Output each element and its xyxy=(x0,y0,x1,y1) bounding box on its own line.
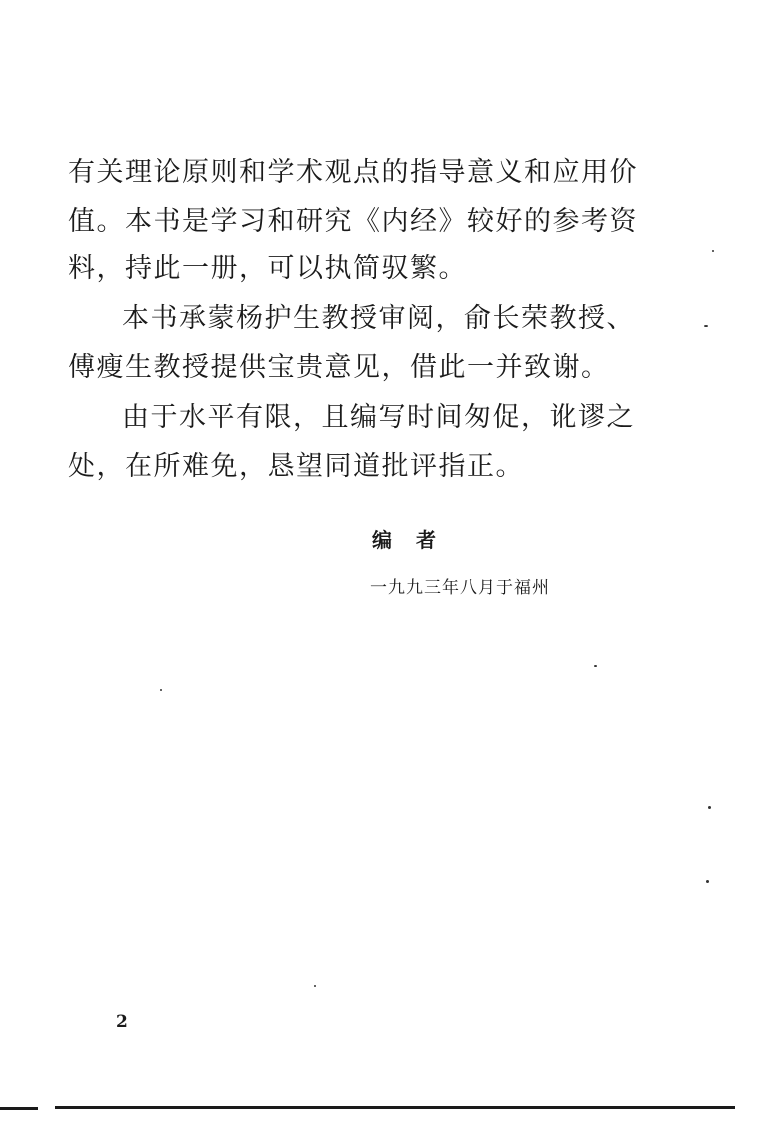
footer-rule xyxy=(55,1106,735,1109)
paragraph-1-line-3: 料，持此一册，可以执简驭繁。 xyxy=(68,253,467,284)
scan-speck xyxy=(160,689,162,691)
scan-speck xyxy=(314,985,316,987)
scan-speck xyxy=(708,806,711,809)
paragraph-2-line-1: 本书承蒙杨护生教授审阅，俞长荣教授、 xyxy=(122,303,635,334)
signature-date: 一九九三年八月于福州 xyxy=(370,578,550,598)
paragraph-3-line-1: 由于水平有限，且编写时间匆促，讹谬之 xyxy=(122,402,635,433)
footer-rule-left xyxy=(0,1107,38,1110)
paragraph-2-line-2: 傅瘦生教授提供宝贵意见，借此一并致谢。 xyxy=(68,352,610,383)
scan-speck xyxy=(594,665,597,667)
paragraph-1-line-2: 值。本书是学习和研究《内经》较好的参考资 xyxy=(68,206,638,237)
scan-speck xyxy=(704,325,708,327)
scan-speck xyxy=(706,880,709,883)
page-number: 2 xyxy=(116,1012,128,1032)
author-signature: 编者 xyxy=(372,528,460,552)
scan-speck xyxy=(712,250,714,252)
paragraph-1-line-1: 有关理论原则和学术观点的指导意义和应用价 xyxy=(68,157,638,188)
paragraph-3-line-2: 处，在所难免，恳望同道批评指正。 xyxy=(68,451,524,482)
